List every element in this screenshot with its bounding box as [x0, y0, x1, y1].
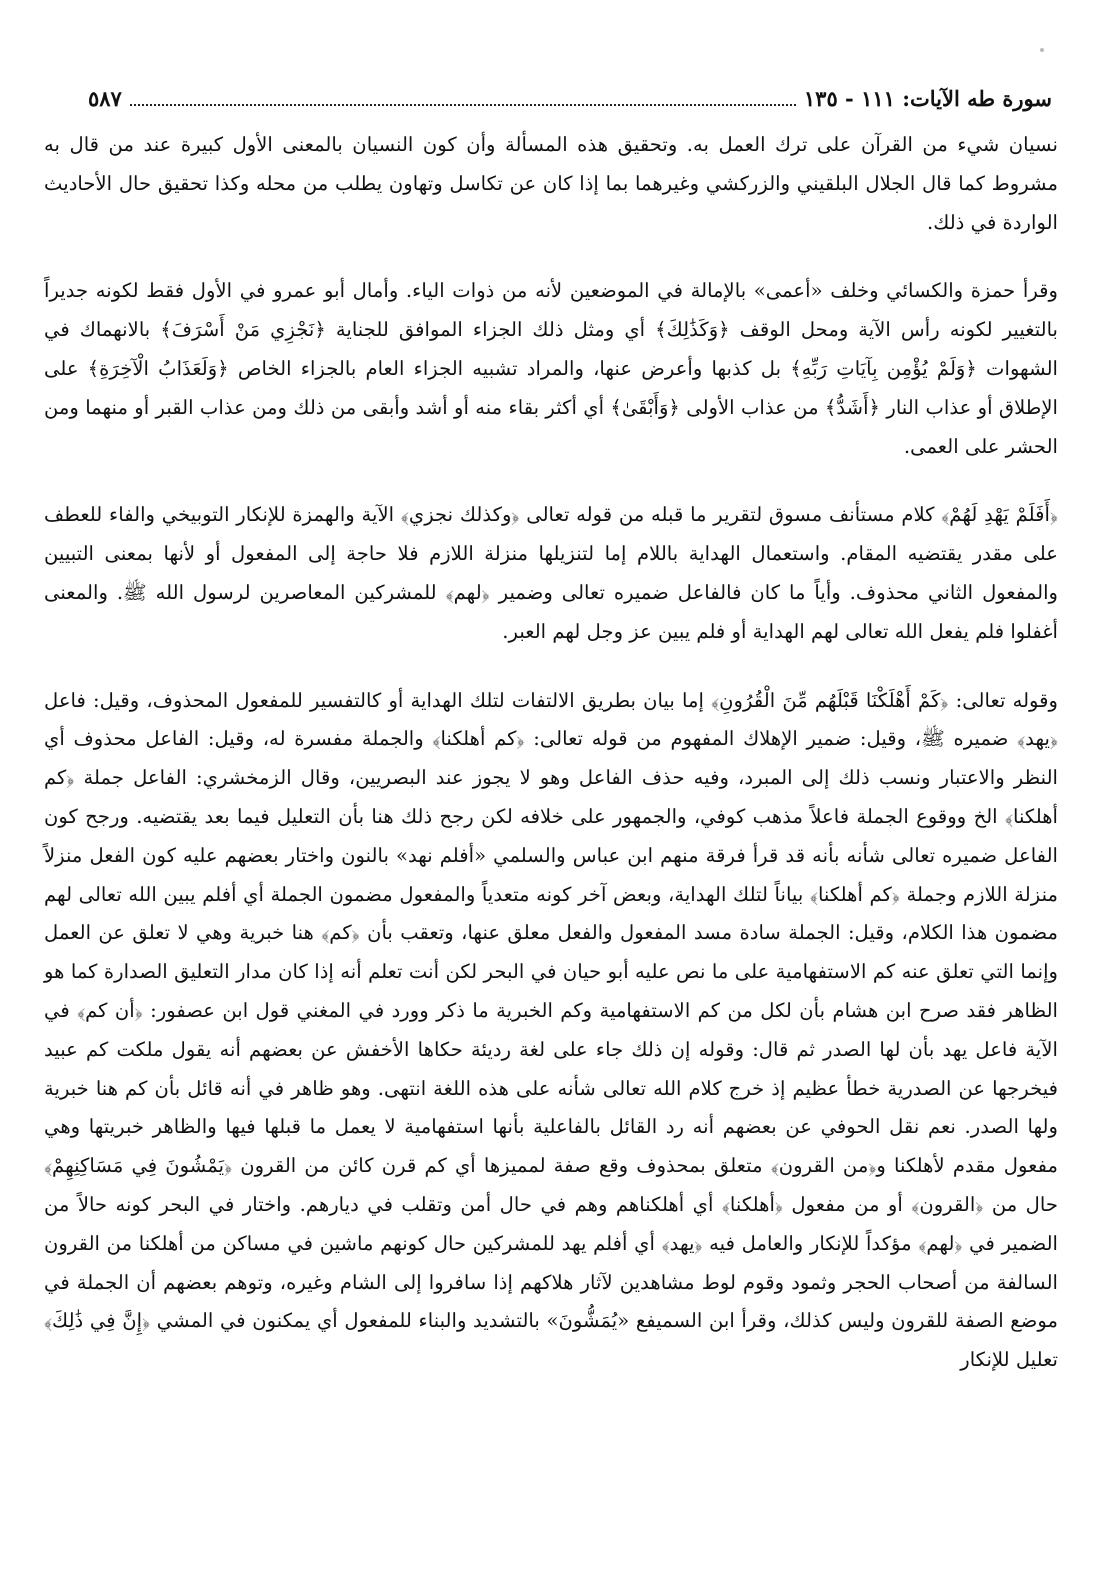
page-body — [44, 126, 1058, 1410]
paragraph-2: وقرأ حمزة والكسائي وخلف «أعمى» بالإمالة في الموضعين لأنه من ذوات الياء. وأمال أبو عمرو في الأول فقط لكونه جديراً بالتغيير لكونه رأس الآية ومحل الوقف ﴿وَكَذَٰلِكَ﴾ أي ومثل ذلك الجزاء الموافق للجناية ﴿نَجْزِي مَنْ أَسْرَفَ﴾ بالانهماك في الشهوات ﴿وَلَمْ يُؤْمِن بِآيَاتِ رَبِّهِ﴾ بل كذبها وأعرض عنها، والمراد تشبيه الجزاء العام بالجزاء الخاص ﴿وَلَعَذَابُ الْآخِرَةِ﴾ على الإطلاق أو عذاب النار ﴿أَشَدُّ﴾ من عذاب الأولى ﴿وَأَبْقَىٰ﴾ أي أكثر بقاء منه أو أشد وأبقى من ذلك ومن عذاب القبر أو منهما ومن الحشر على العمى. — [44, 279, 1058, 458]
paragraph-4: وقوله تعالى: ﴿كَمْ أَهْلَكْنَا قَبْلَهُم مِّنَ الْقُرُونِ﴾ إما بيان بطريق الالتفات لتلك الهداية أو كالتفسير للمفعول المحذوف، وقيل: فاعل ﴿يهد﴾ ضميره ﷺ، وقيل: ضمير الإهلاك المفهوم من قوله تعالى: ﴿كم أهلكنا﴾ والجملة مفسرة له، وقيل: الفاعل محذوف أي النظر والاعتبار ونسب ذلك إلى المبرد، وفيه حذف الفاعل وهو لا يجوز عند البصريين، وقال الزمخشري: الفاعل جملة ﴿كم أهلكنا﴾ الخ ووقوع الجملة فاعلاً مذهب كوفي، والجمهور على خلافه لكن رجح ذلك هنا بأن التعليل فيما بعد يقتضيه. ورجح كون الفاعل ضميره تعالى شأنه بأنه قد قرأ فرقة منهم ابن عباس والسلمي «أفلم نهد» بالنون واختار بعضهم عليه كون الفعل منزلاً منزلة اللازم وجملة ﴿كم أهلكنا﴾ بياناً لتلك الهداية، وبعض آخر كونه متعدياً والمفعول مضمون الجملة أي أفلم يبين الله تعالى لهم مضمون هذا الكلام، وقيل: الجملة سادة مسد المفعول والفعل معلق عنها، وتعقب بأن ﴿كم﴾ هنا خبرية وهي لا تعلق عن العمل وإنما التي تعلق عنه كم الاستفهامية على ما نص عليه أبو حيان في البحر لكن أنت تعلم أنه إذا كان مدار التعليق الصدارة كما هو الظاهر فقد صرح ابن هشام بأن لكل من كم الاستفهامية وكم الخبرية ما ذكر وورد في المغني قول ابن عصفور: ﴿أن كم﴾ في الآية فاعل يهد بأن لها الصدر ثم قال: وقوله إن ذلك جاء على لغة رديئة حكاها الأخفش عن بعضهم أنه يقول ملكت كم عبيد فيخرجها عن الصدرية خطأ عظيم إذ خرج كلام الله تعالى شأنه على هذه اللغة انتهى. وهو ظاهر في أنه قائل بأن كم هنا خبرية ولها الصدر. نعم نقل الحوفي عن بعضهم أنه رد القائل بالفاعلية بأنها استفهامية لا يعمل ما قبلها فيها والظاهر خبريتها وهي مفعول مقدم لأهلكنا و﴿من القرون﴾ متعلق بمحذوف وقع صفة لمميزها أي كم قرن كائن من القرون ﴿يَمْشُونَ فِي مَسَاكِنِهِمْ﴾ حال من ﴿القرون﴾ أو من مفعول ﴿أهلكنا﴾ أي أهلكناهم وهم في حال أمن وتقلب في ديارهم. واختار في البحر كونه حالاً من الضمير في ﴿لهم﴾ مؤكداً للإنكار والعامل فيه ﴿يهد﴾ أي أفلم يهد للمشركين حال كونهم ماشين في مساكن من أهلكنا من القرون السالفة من أصحاب الحجر وثمود وقوم لوط مشاهدين لآثار هلاكهم إذا سافروا إلى الشام وغيره، وتوهم بعضهم أن الجملة في موضع الصفة للقرون وليس كذلك، وقرأ ابن السميفع «يُمَشُّونَ» بالتشديد والبناء للمفعول أي يمكنون في المشي ﴿إِنَّ فِي ذَٰلِكَ﴾ تعليل للإنكار — [44, 688, 1059, 1372]
scan-speck — [1040, 48, 1044, 52]
surah-title: سورة طه الآيات: ١١١ - ١٣٥ — [803, 86, 1052, 111]
paragraph-1: نسيان شيء من القرآن على ترك العمل به. وتحقيق هذه المسألة وأن كون النسيان بالمعنى الأول كبيرة عند من قال به مشروط كما قال الجلال البلقيني والزركشي وغيرهما بما إذا كان عن تكاسل وتهاون يطلب من محله وكذا تحقيق حال الأحاديث الواردة في ذلك. — [44, 133, 1058, 234]
running-header — [88, 86, 1052, 111]
paragraph-3: ﴿أَفَلَمْ يَهْدِ لَهُمْ﴾ كلام مستأنف مسوق لتقرير ما قبله من قوله تعالى ﴿وكذلك نجزي﴾ الآية والهمزة للإنكار التوبيخي والفاء للعطف على مقدر يقتضيه المقام. واستعمال الهداية باللام إما لتنزيلها منزلة اللازم فلا حاجة إلى المفعول أو لأنها بمعنى التبيين والمفعول الثاني محذوف. وأياً ما كان فالفاعل ضميره تعالى وضمير ﴿لهم﴾ للمشركين المعاصرين لرسول الله ﷺ. والمعنى أغفلوا فلم يفعل الله تعالى لهم الهداية أو فلم يبين عز وجل لهم العبر. — [44, 503, 1058, 643]
dotted-leader — [130, 104, 796, 106]
page-number: ٥٨٧ — [88, 86, 122, 111]
